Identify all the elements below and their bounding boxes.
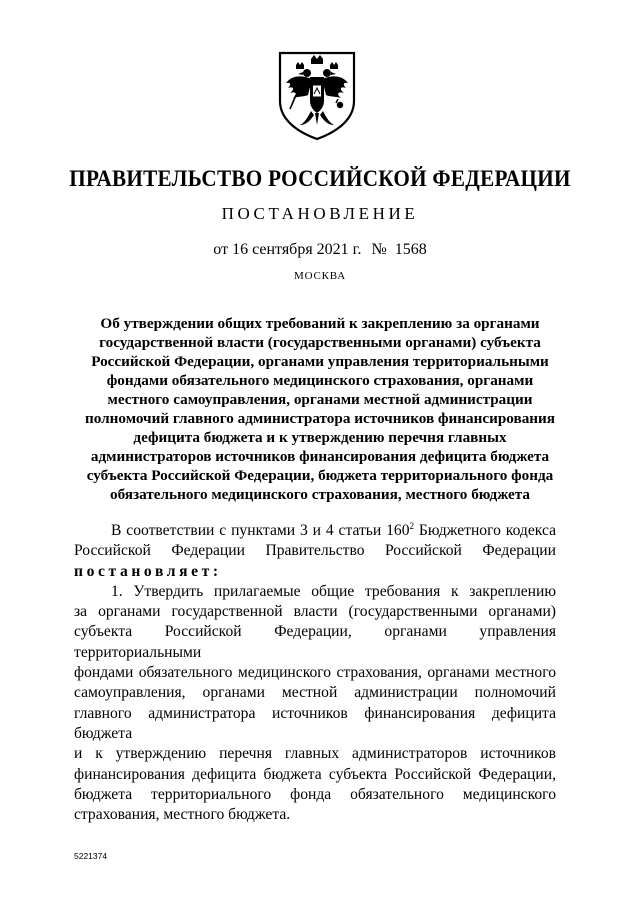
subject-line: фондами обязательного медицинского страхования, органами <box>106 372 534 389</box>
subject-line: государственной власти (государственными органами) субъекта <box>99 334 541 351</box>
preamble-text: В соответствии с пунктами 3 и 4 статьи 160 <box>111 522 410 539</box>
subject-line: Российской Федерации, органами управления территориальными <box>91 353 549 370</box>
document-subject <box>70 314 570 504</box>
document-body <box>74 521 556 825</box>
item-line: финансирования дефицита бюджета субъекта Российской Федерации, <box>74 765 556 783</box>
item-line: фондами обязательного медицинского страхования, органами местного <box>74 664 556 682</box>
number-sign: № <box>371 241 387 258</box>
article-superscript: 2 <box>409 521 415 531</box>
item-line: субъекта Российской Федерации, органами управления территориальными <box>74 623 556 661</box>
document-city: МОСКВА <box>294 270 346 282</box>
document-date-line <box>0 241 640 259</box>
subject-line: субъекта Российской Федерации, бюджета территориального фонда <box>86 467 554 484</box>
document-code: 5221374 <box>74 851 108 861</box>
item-line: самоуправления, органами местной администрации полномочий <box>74 684 556 702</box>
subject-line: местного самоуправления, органами местной администрации <box>107 391 533 408</box>
subject-line: администраторов источников финансирования дефицита бюджета <box>90 448 550 465</box>
item-line: за органами государственной власти (государственными органами) <box>74 603 556 621</box>
subject-line: обязательного медицинского страхования, местного бюджета <box>110 486 530 503</box>
coat-of-arms-icon <box>274 49 360 141</box>
item-line: страхования, местного бюджета. <box>74 806 291 824</box>
document-number: 1568 <box>394 241 427 258</box>
preamble-line-2: Российской Федерации Правительство Российской Федерации <box>74 542 556 560</box>
subject-line: Об утверждении общих требований к закреплению за органами <box>100 315 540 332</box>
preamble-text-end: Бюджетного кодекса <box>414 522 556 539</box>
preamble-line-1 <box>74 521 556 541</box>
item-line: 1. Утвердить прилагаемые общие требования к закреплению <box>111 582 556 600</box>
document-date: от 16 сентября 2021 г. <box>213 241 362 258</box>
decree-word: постановляет: <box>74 562 222 580</box>
item-line: бюджета территориального фонда обязательного медицинского <box>74 785 556 803</box>
subject-line: полномочий главного администратора источников финансирования <box>84 410 556 427</box>
item-line: главного администратора источников финансирования дефицита бюджета <box>74 704 556 742</box>
government-title: ПРАВИТЕЛЬСТВО РОССИЙСКОЙ ФЕДЕРАЦИИ <box>69 166 571 191</box>
item-line: и к утверждению перечня главных администраторов источников <box>74 745 556 763</box>
subject-line: дефицита бюджета и к утверждению перечня главных <box>133 429 507 446</box>
document-type: ПОСТАНОВЛЕНИЕ <box>221 204 419 223</box>
